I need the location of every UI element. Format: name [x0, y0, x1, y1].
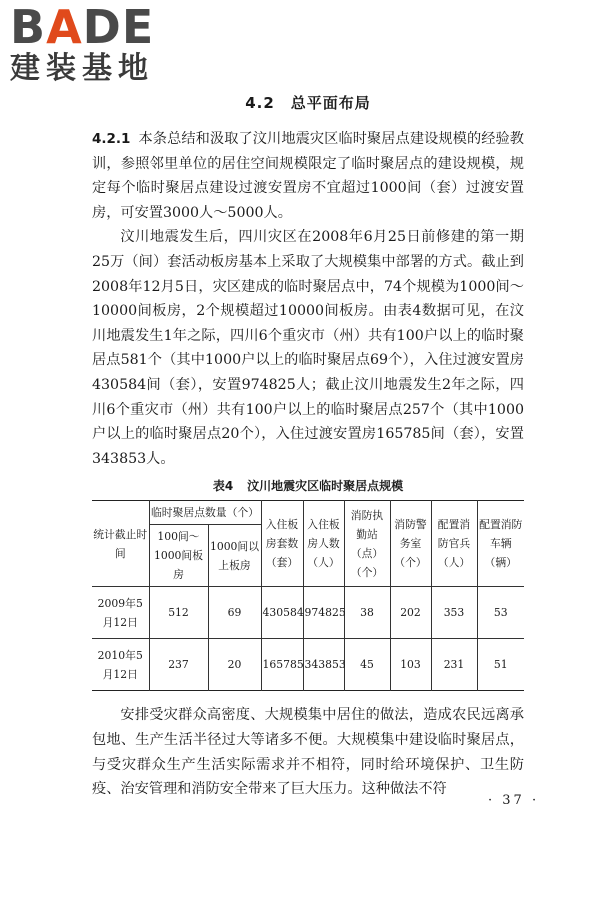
- cell-police-rooms: 202: [390, 587, 431, 639]
- header-sub-small: 100间～1000间板房: [149, 525, 208, 587]
- cell-vehicles: 53: [477, 587, 524, 639]
- cell-stations: 38: [344, 587, 390, 639]
- table-row: [92, 639, 524, 691]
- table-row: [92, 587, 524, 639]
- table-caption-title: 汶川地震灾区临时聚居点规模: [247, 479, 404, 494]
- cell-people: 343853: [303, 639, 344, 691]
- cell-vehicles: 51: [477, 639, 524, 691]
- clause-paragraph: [92, 127, 524, 225]
- header-police-rooms: 消防警务室（个）: [390, 501, 431, 587]
- table-caption: [92, 477, 524, 494]
- page-number: · 37 ·: [488, 793, 540, 808]
- header-officers: 配置消防官兵（人）: [431, 501, 477, 587]
- header-houses: 入住板房套数（套）: [261, 501, 303, 587]
- logo-letter-a-accent: A: [46, 0, 83, 54]
- header-sub-large: 1000间以上板房: [208, 525, 261, 587]
- cell-stations: 45: [344, 639, 390, 691]
- settlement-scale-table: [92, 500, 524, 691]
- logo-wordmark: [10, 0, 180, 54]
- clause-number: 4.2.1: [92, 131, 131, 147]
- page-content: [92, 92, 524, 802]
- header-vehicles: 配置消防车辆（辆）: [477, 501, 524, 587]
- cell-small: 512: [149, 587, 208, 639]
- clause-text: 本条总结和汲取了汶川地震灾区临时聚居点建设规模的经验教训，参照邻里单位的居住空间规模限定了临时聚居点的建设规模，规定每个临时聚居点建设过渡安置房不宜超过1000间（套）过渡安置房，可安置3000人～5000人。: [92, 131, 524, 221]
- cell-large: 69: [208, 587, 261, 639]
- logo-letters-b: B: [10, 0, 47, 54]
- section-title: 4.2 总平面布局: [245, 94, 371, 112]
- body-paragraph-2: 汶川地震发生后，四川灾区在2008年6月25日前修建的第一期25万（间）套活动板房基本上采取了大规模集中部署的方式。截止到2008年12月5日，灾区建成的临时聚居点中，74个规模为1000间～10000间板房，2个规模超过10000间板房。由表4数据可见，在汶川地震发生1年之际，四川6个重灾市（州）共有100户以上的临时聚居点581个（其中1000户以上的临时聚居点69个），入住过渡安置房430584间（套），安置974825人；截止汶川地震发生2年之际，四川6个重灾市（州）共有100户以上的临时聚居点257个（其中1000户以上的临时聚居点20个），入住过渡安置房165785间（套），安置343853人。: [92, 229, 524, 467]
- brand-logo: [10, 0, 180, 86]
- table-caption-number: 表4: [212, 479, 234, 494]
- cell-police-rooms: 103: [390, 639, 431, 691]
- table-header-row-1: [92, 501, 524, 525]
- cell-officers: 353: [431, 587, 477, 639]
- cell-people: 974825: [303, 587, 344, 639]
- header-points-group: 临时聚居点数量（个）: [149, 501, 261, 525]
- logo-letters-de: DE: [82, 0, 155, 54]
- cell-houses: 430584: [261, 587, 303, 639]
- cell-time: 2009年5月12日: [92, 587, 149, 639]
- cell-large: 20: [208, 639, 261, 691]
- cell-time: 2010年5月12日: [92, 639, 149, 691]
- cell-small: 237: [149, 639, 208, 691]
- cell-houses: 165785: [261, 639, 303, 691]
- logo-subtitle: 建装基地: [10, 51, 154, 86]
- header-stations: 消防执勤站（点）（个）: [344, 501, 390, 587]
- body-paragraph-3: 安排受灾群众高密度、大规模集中居住的做法，造成农民远离承包地、生产生活半径过大等诸多不便。大规模集中建设临时聚居点，与受灾群众生产生活实际需求并不相符，同时给环境保护、卫生防疫、治安管理和消防安全带来了巨大压力。这种做法不符: [92, 707, 524, 798]
- cell-officers: 231: [431, 639, 477, 691]
- header-people: 入住板房人数（人）: [303, 501, 344, 587]
- header-stat-time: 统计截止时间: [92, 501, 149, 587]
